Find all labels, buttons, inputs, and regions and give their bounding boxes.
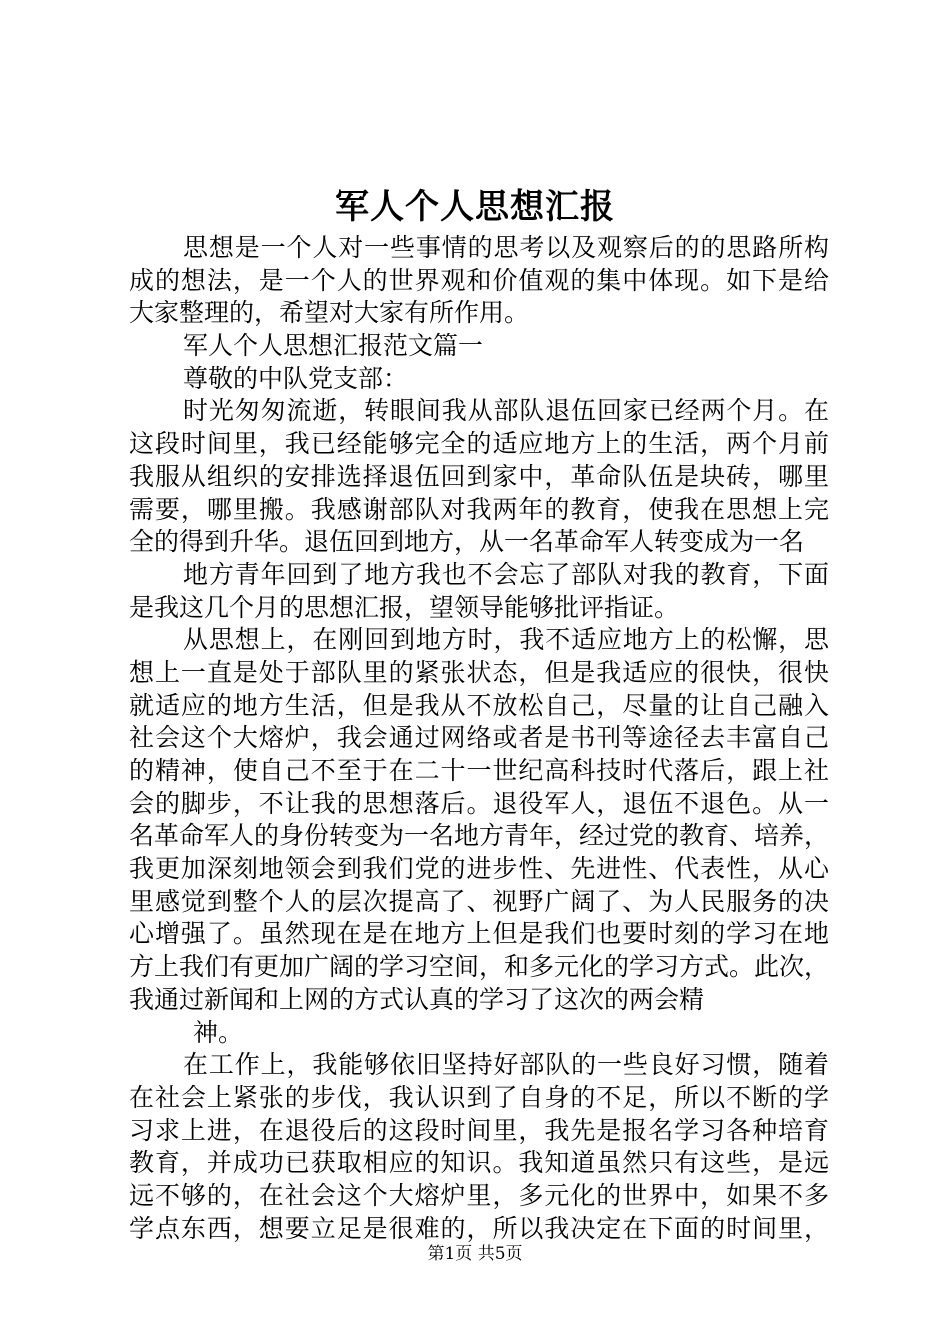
body-text-line: 地方青年回到了地方我也不会忘了部队对我的教育，下面 bbox=[183, 559, 829, 589]
body-text-line: 我通过新闻和上网的方式认真的学习了这次的两会精 bbox=[129, 984, 705, 1014]
page-footer: 第1页 共5页 bbox=[427, 1244, 523, 1264]
body-text-line: 是我这几个月的思想汇报，望领导能够批评指证。 bbox=[129, 592, 680, 622]
document-title: 军人个人思想汇报 bbox=[335, 187, 615, 227]
body-text-line: 思想是一个人对一些事情的思考以及观察后的的思路所构 bbox=[183, 233, 829, 262]
body-text-line: 想上一直是处于部队里的紧张状态，但是我适应的很快，很快 bbox=[129, 657, 829, 687]
body-text-line: 我服从组织的安排选择退伍回到家中，革命队伍是块砖，哪里 bbox=[129, 461, 829, 491]
body-text-line: 在工作上，我能够依旧坚持好部队的一些良好习惯，随着 bbox=[183, 1050, 829, 1080]
body-text-line: 社会这个大熔炉，我会通过网络或者是书刊等途径去丰富自己 bbox=[129, 723, 829, 753]
body-text-line: 军人个人思想汇报范文篇一 bbox=[183, 331, 484, 361]
body-text-line: 大家整理的，希望对大家有所作用。 bbox=[129, 298, 530, 328]
body-text-line: 神。 bbox=[193, 1017, 244, 1047]
body-text-line: 远不够的，在社会这个大熔炉里，多元化的世界中，如果不多 bbox=[129, 1180, 829, 1210]
body-text-line: 心增强了。虽然现在是在地方上但是我们也要时刻的学习在地 bbox=[129, 919, 829, 949]
body-text-line: 教育，并成功已获取相应的知识。我知道虽然只有这些，是远 bbox=[129, 1148, 829, 1178]
body-text-line: 里感觉到整个人的层次提高了、视野广阔了、为人民服务的决 bbox=[129, 886, 829, 916]
body-text-line: 名革命军人的身份转变为一名地方青年，经过党的教育、培养， bbox=[129, 821, 830, 851]
document-body bbox=[129, 232, 829, 1245]
body-text-line: 这段时间里，我已经能够完全的适应地方上的生活，两个月前 bbox=[129, 429, 829, 459]
body-text-line: 就适应的地方生活，但是我从不放松自己，尽量的让自己融入 bbox=[129, 690, 829, 720]
body-text-line: 时光匆匆流逝，转眼间我从部队退伍回家已经两个月。在 bbox=[183, 396, 829, 426]
body-text-line: 的精神，使自己不至于在二十一世纪高科技时代落后，跟上社 bbox=[129, 756, 829, 785]
body-text-line: 习求上进，在退役后的这段时间里，我先是报名学习各种培育 bbox=[129, 1115, 829, 1145]
body-text-line: 方上我们有更加广阔的学习空间，和多元化的学习方式。此次， bbox=[129, 952, 830, 982]
body-text-line: 学点东西，想要立足是很难的，所以我决定在下面的时间里， bbox=[129, 1213, 829, 1243]
body-text-line: 会的脚步，不让我的思想落后。退役军人，退伍不退色。从一 bbox=[129, 788, 829, 818]
body-text-line: 需要，哪里搬。我感谢部队对我两年的教育，使我在思想上完 bbox=[129, 494, 829, 524]
body-text-line: 尊敬的中队党支部： bbox=[183, 363, 409, 393]
body-text-line: 成的想法，是一个人的世界观和价值观的集中体现。如下是给 bbox=[129, 265, 829, 295]
body-text-line: 全的得到升华。退伍回到地方，从一名革命军人转变成为一名 bbox=[129, 527, 805, 557]
body-text-line: 我更加深刻地领会到我们党的进步性、先进性、代表性，从心 bbox=[129, 854, 829, 884]
body-text-line: 在社会上紧张的步伐，我认识到了自身的不足，所以不断的学 bbox=[129, 1082, 829, 1112]
body-text-line: 从思想上，在刚回到地方时，我不适应地方上的松懈，思 bbox=[183, 625, 829, 655]
